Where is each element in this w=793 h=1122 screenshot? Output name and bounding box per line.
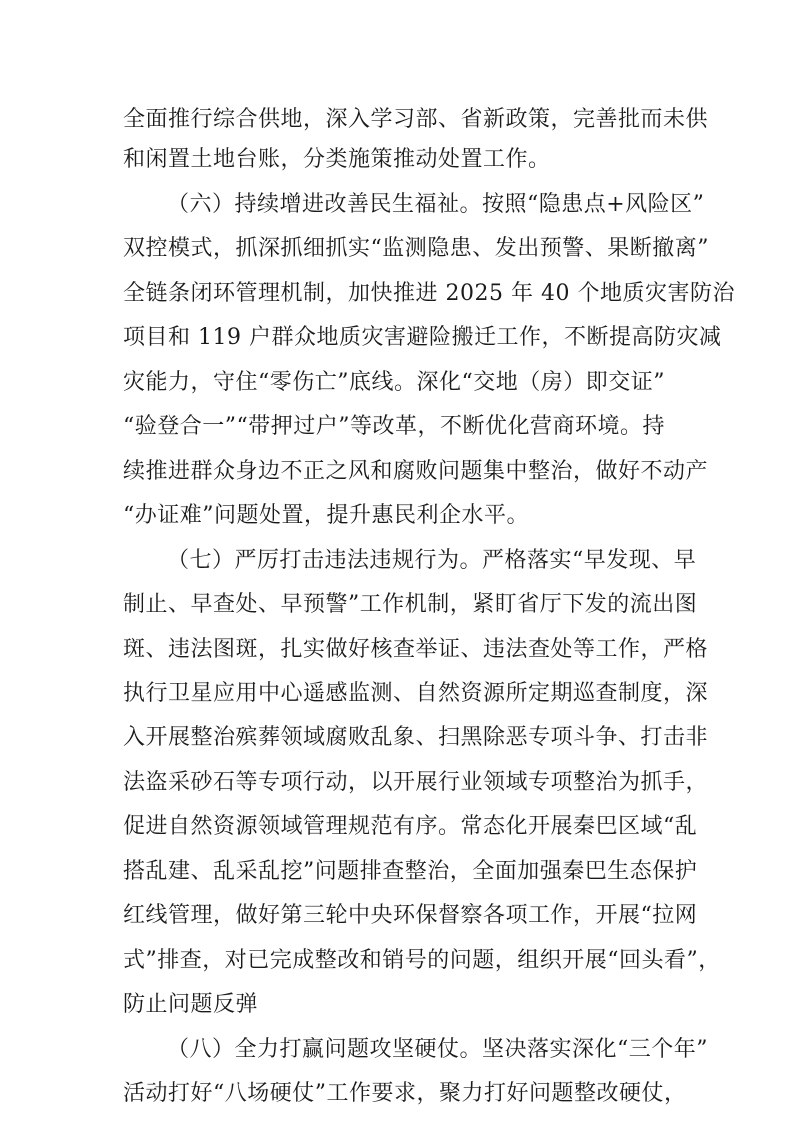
text-line: 全面推行综合供地，深入学习部、省新政策，完善批而未供 — [123, 107, 709, 132]
text-line: 促进自然资源领域管理规范有序。常态化开展秦巴区域“乱 — [123, 814, 698, 839]
paragraph-heading-8: （八）全力打赢问题攻坚硬仗。坚决落实深化“三个年” — [167, 1037, 708, 1062]
text-line: 活动打好“八场硬仗”工作要求，聚力打好问题整改硬仗， — [123, 1081, 687, 1106]
text-line: 和闲置土地台账，分类施策推动处置工作。 — [123, 147, 551, 172]
text-line: 法盗采砂石等专项行动，以开展行业领域专项整治为抓手， — [123, 770, 709, 795]
text-line: 全链条闭环管理机制，加快推进 2025 年 40 个地质灾害防治 — [123, 281, 735, 306]
text-line: 搭乱建、乱采乱挖”问题排查整治，全面加强秦巴生态保护 — [123, 859, 698, 884]
text-line: 式”排查，对已完成整改和销号的问题，组织开展“回头看”， — [123, 948, 721, 973]
text-line: 灾能力，守住“零伤亡”底线。深化“交地（房）即交证” — [123, 370, 665, 395]
text-line: 执行卫星应用中心遥感监测、自然资源所定期巡查制度，深 — [123, 681, 709, 706]
text-line: “验登合一”“带押过户”等改革，不断优化营商环境。持 — [123, 414, 665, 439]
text-line: 斑、违法图斑，扎实做好核查举证、违法查处等工作，严格 — [123, 637, 709, 662]
text-line: 制止、早查处、早预警”工作机制，紧盯省厅下发的流出图 — [123, 592, 698, 617]
paragraph-heading-7: （七）严厉打击违法违规行为。严格落实“早发现、早 — [167, 548, 697, 573]
text-line: 入开展整治殡葬领域腐败乱象、扫黑除恶专项斗争、打击非 — [123, 725, 709, 750]
paragraph-heading-6: （六）持续增进改善民生福祉。按照“隐患点+风险区” — [167, 192, 705, 217]
text-line: 项目和 119 户群众地质灾害避险搬迁工作，不断提高防灾减 — [123, 325, 722, 350]
text-line: 续推进群众身边不正之风和腐败问题集中整治，做好不动产 — [123, 459, 709, 484]
text-line: 红线管理，做好第三轮中央环保督察各项工作，开展“拉网 — [123, 903, 698, 928]
text-line: 防止问题反弹 — [123, 992, 259, 1017]
text-line: 双控模式，抓深抓细抓实“监测隐患、发出预警、果断撤离” — [123, 236, 709, 261]
text-line: “办证难”问题处置，提升惠民利企水平。 — [123, 503, 529, 528]
